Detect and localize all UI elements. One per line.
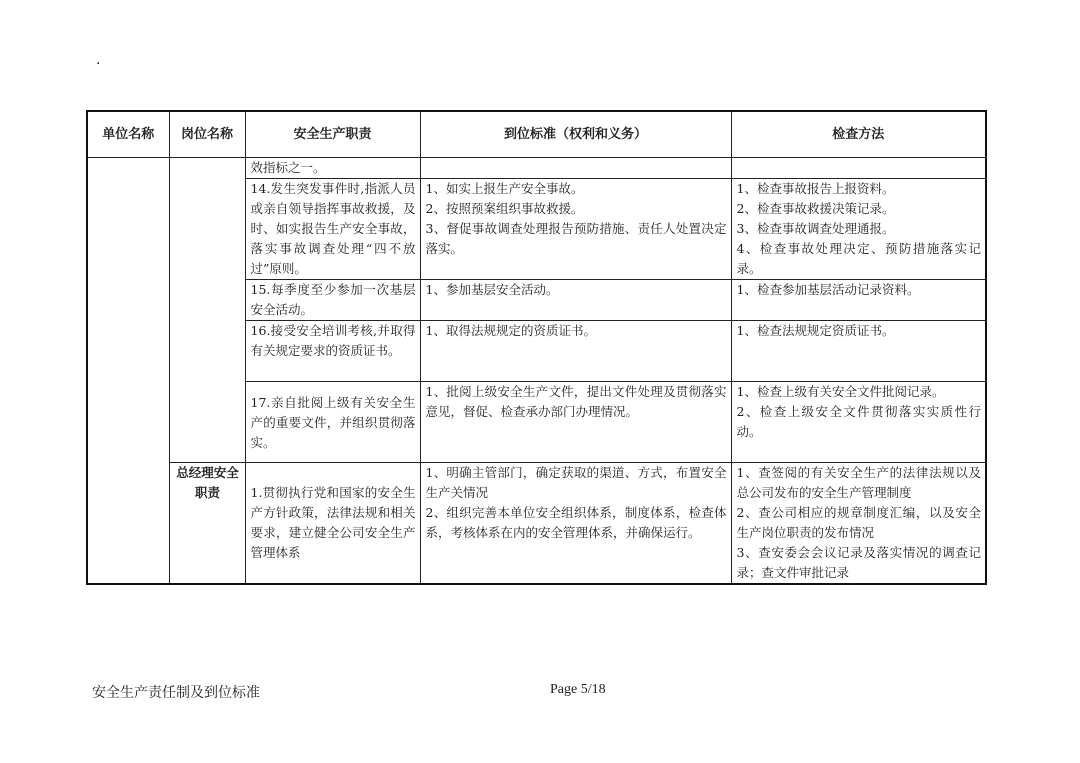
post-cell xyxy=(169,158,245,463)
footer-doc-title: 安全生产责任制及到位标准 xyxy=(92,685,260,701)
table-row xyxy=(87,463,986,585)
standard-cell: 1、如实上报生产安全事故。 2、按照预案组织事故救援。 3、督促事故调查处理报告预防措施、责任人处置决定落实。 xyxy=(425,181,727,256)
method-cell: 1、检查法规规定资质证书。 xyxy=(736,323,895,338)
method-cell: 1、查签阅的有关安全生产的法律法规以及总公司发布的安全生产管理制度 2、查公司相应的规章制度汇编，以及安全生产岗位职责的发布情况 3、查安委会会议记录及落实情况的调查记录；查文件审批记录 xyxy=(736,465,981,580)
table-header-row xyxy=(87,111,986,158)
standard-cell: 1、参加基层安全活动。 xyxy=(425,282,559,297)
standard-cell: 1、批阅上级安全生产文件，提出文件处理及贯彻落实意见，督促、检查承办部门办理情况。 xyxy=(425,384,727,419)
duty-table xyxy=(86,110,987,585)
top-mark: . xyxy=(96,52,101,68)
unit-cell xyxy=(87,158,169,585)
standard-cell: 1、明确主管部门，确定获取的渠道、方式，布置安全生产关情况 2、组织完善本单位安全组织体系，制度体系，检查体系，考核体系在内的安全管理体系，并确保运行。 xyxy=(425,465,727,540)
header-standard: 到位标准（权利和义务） xyxy=(420,111,731,158)
duty-cell: 14.发生突发事件时,指派人员或亲自领导指挥事故救援，及时、如实报告生产安全事故，落实事故调查处理“四不放过”原则。 xyxy=(250,181,416,276)
duty-cell: 效指标之一。 xyxy=(250,160,326,175)
duty-cell: 16.接受安全培训考核,并取得有关规定要求的资质证书。 xyxy=(250,323,416,358)
standard-cell: 1、取得法规规定的资质证书。 xyxy=(425,323,596,338)
method-cell: 1、检查参加基层活动记录资料。 xyxy=(736,282,920,297)
header-post: 岗位名称 xyxy=(169,111,245,158)
table-row xyxy=(87,158,986,179)
method-cell: 1、检查事故报告上报资料。 2、检查事故救援决策记录。 3、检查事故调查处理通报。 4、检查事故处理决定、预防措施落实记录。 xyxy=(736,181,981,276)
header-unit: 单位名称 xyxy=(87,111,169,158)
post-title: 总经理安全职责 xyxy=(176,465,239,500)
header-method: 检查方法 xyxy=(731,111,986,158)
duty-cell: 17.亲自批阅上级有关安全生产的重要文件，并组织贯彻落实。 xyxy=(250,395,416,450)
duty-cell: 15.每季度至少参加一次基层安全活动。 xyxy=(250,282,416,317)
method-cell: 1、检查上级有关安全文件批阅记录。 2、检查上级安全文件贯彻落实实质性行动。 xyxy=(736,384,981,439)
footer-page-number: Page 5/18 xyxy=(550,682,606,697)
duty-cell: 1.贯彻执行党和国家的安全生产方针政策，法律法规和相关要求，建立健全公司安全生产管理体系 xyxy=(250,485,416,560)
header-duty: 安全生产职责 xyxy=(245,111,420,158)
